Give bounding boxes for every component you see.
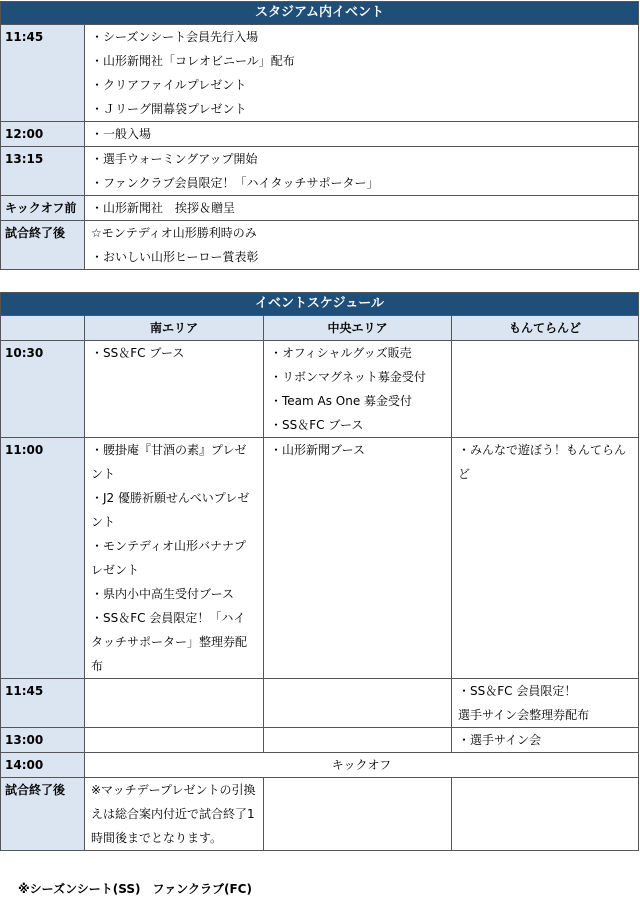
table-row (1, 221, 639, 270)
table-row (1, 147, 639, 196)
center-area-cell (264, 438, 452, 679)
column-header: 中央エリア (264, 316, 452, 341)
events-cell (85, 25, 639, 122)
south-area-cell (85, 728, 264, 753)
south-area-cell (85, 778, 264, 851)
event-item: ・モンテディオ山形バナナプレゼント (91, 539, 247, 577)
table-row (1, 341, 639, 438)
monteland-cell (452, 341, 639, 438)
events-cell (85, 221, 639, 270)
event-schedule-title: イベントスケジュール (1, 293, 639, 316)
event-item: ・山形新聞ブース (270, 443, 366, 457)
events-cell (85, 122, 639, 147)
south-area-cell (85, 341, 264, 438)
time-cell: 10:30 (1, 341, 85, 438)
event-item: ・腰掛庵『甘酒の素』プレゼント (91, 443, 247, 481)
table-row (1, 196, 639, 221)
column-header (1, 316, 85, 341)
time-cell: 11:45 (1, 25, 85, 122)
center-area-cell (264, 728, 452, 753)
monteland-cell (452, 438, 639, 679)
kickoff-cell: キックオフ (85, 753, 639, 778)
table-row (1, 679, 639, 728)
event-item: ・リボンマグネット募金受付 (270, 370, 426, 384)
time-cell: キックオフ前 (1, 196, 85, 221)
center-area-cell (264, 778, 452, 851)
table-row (1, 25, 639, 122)
time-cell: 11:45 (1, 679, 85, 728)
center-area-cell (264, 679, 452, 728)
event-item: ・山形新聞社「コレオビニール」配布 (91, 54, 295, 68)
time-cell: 14:00 (1, 753, 85, 778)
event-item: ・Team As One 募金受付 (270, 394, 413, 408)
time-cell: 試合終了後 (1, 778, 85, 851)
south-area-cell (85, 438, 264, 679)
table-row (1, 753, 639, 778)
stadium-events-title: スタジアム内イベント (1, 2, 639, 25)
south-area-cell (85, 679, 264, 728)
time-cell: 11:00 (1, 438, 85, 679)
column-header: もんてらんど (452, 316, 639, 341)
event-item: ・Ｊリーグ開幕袋プレゼント (91, 102, 247, 116)
table-row (1, 728, 639, 753)
event-item: ・オフィシャルグッズ販売 (270, 346, 412, 360)
events-cell (85, 147, 639, 196)
time-cell: 12:00 (1, 122, 85, 147)
event-item: ・一般入場 (91, 127, 152, 141)
table-row (1, 438, 639, 679)
event-item: ・ファンクラブ会員限定！「ハイタッチサポーター」 (91, 176, 379, 190)
event-item: ・みんなで遊ぼう！もんてらんど (458, 443, 627, 481)
monteland-cell (452, 778, 639, 851)
table-row (1, 778, 639, 851)
event-item: ・SS＆FC 会員限定！「ハイタッチサポーター」整理券配布 (91, 611, 248, 673)
event-item: ☆モンテディオ山形勝利時のみ (91, 226, 257, 240)
time-cell: 13:00 (1, 728, 85, 753)
center-area-cell (264, 341, 452, 438)
time-cell: 試合終了後 (1, 221, 85, 270)
event-schedule-table (0, 292, 639, 851)
column-header: 南エリア (85, 316, 264, 341)
event-item: ※マッチデープレゼントの引換えは総合案内付近で試合終了1時間後までとなります。 (91, 783, 256, 845)
event-item: ・SS＆FC 会員限定！ (458, 684, 577, 698)
event-item: ・山形新聞社 挨拶＆贈呈 (91, 201, 236, 215)
event-item: ・SS＆FC ブース (270, 418, 364, 432)
event-item: ・県内小中高生受付ブース (91, 587, 235, 601)
monteland-cell (452, 679, 639, 728)
stadium-events-table (0, 1, 639, 270)
events-cell (85, 196, 639, 221)
footnote: ※シーズンシート(SS) ファンクラブ(FC) (18, 882, 252, 896)
event-item: ・選手サイン会 (458, 733, 542, 747)
event-item: ・J2 優勝祈願せんべいプレゼント (91, 491, 250, 529)
table-row (1, 122, 639, 147)
monteland-cell (452, 728, 639, 753)
event-item: ・SS＆FC ブース (91, 346, 185, 360)
time-cell: 13:15 (1, 147, 85, 196)
event-item: ・クリアファイルプレゼント (91, 78, 247, 92)
event-item: ・シーズンシート会員先行入場 (91, 30, 259, 44)
event-item: 選手サイン会整理券配布 (458, 708, 590, 722)
event-item: ・選手ウォーミングアップ開始 (91, 152, 258, 166)
event-item: ・おいしい山形ヒーロー賞表彰 (91, 250, 259, 264)
